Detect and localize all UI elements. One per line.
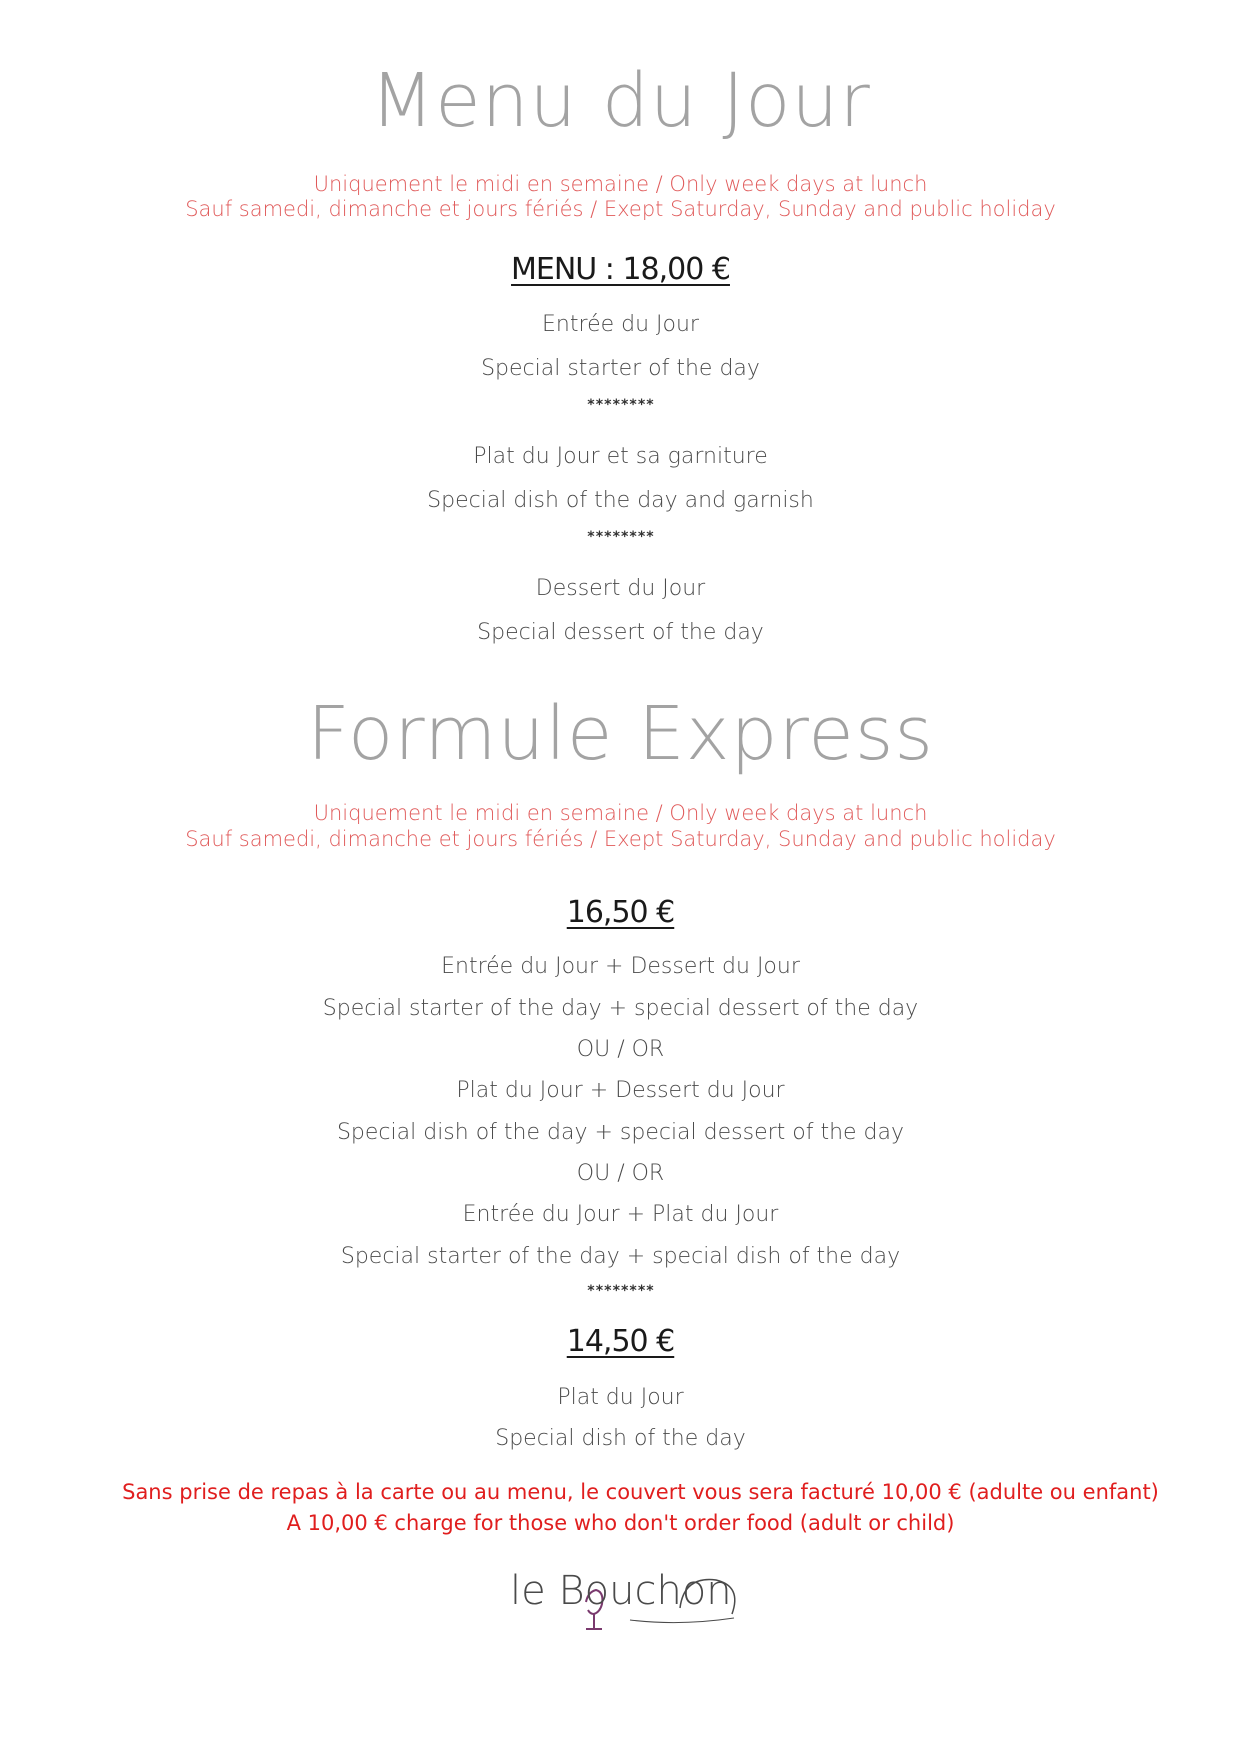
- menu-item: Entrée du Jour: [542, 312, 699, 337]
- menu-item: Special dish of the day and garnish: [427, 488, 814, 513]
- menu-item: Special starter of the day: [481, 356, 760, 381]
- formule-option: Special starter of the day + special dish of the day: [340, 1244, 901, 1269]
- separator: ********: [586, 397, 655, 413]
- logo-text: le Bouchon: [510, 1568, 732, 1614]
- cover-charge-note-en: A 10,00 € charge for those who don't order food (adult or child): [286, 1511, 955, 1535]
- formule-or: OU / OR: [576, 1037, 665, 1062]
- menu-du-jour-price: MENU : 18,00 €: [511, 252, 730, 287]
- formule-option: Plat du Jour + Dessert du Jour: [456, 1078, 785, 1103]
- cover-charge-note-fr: Sans prise de repas à la carte ou au menu, le couvert vous sera facturé 10,00 € (adulte ou enfant): [122, 1480, 1159, 1504]
- formule-express-price-2: 14,50 €: [566, 1324, 675, 1359]
- formule-option: Special starter of the day + special dessert of the day: [322, 996, 919, 1021]
- formule-single-item: Plat du Jour: [557, 1385, 684, 1410]
- formule-option: Special dish of the day + special dessert of the day: [336, 1120, 905, 1145]
- separator: ********: [586, 1283, 655, 1299]
- menu-du-jour-title: Menu du Jour: [370, 58, 871, 144]
- menu-du-jour-note-1: Uniquement le midi en semaine / Only week days at lunch: [313, 172, 928, 196]
- menu-item: Plat du Jour et sa garniture: [473, 444, 768, 469]
- formule-express-note-1: Uniquement le midi en semaine / Only week days at lunch: [313, 801, 928, 825]
- formule-express-note-2: Sauf samedi, dimanche et jours fériés / Exept Saturday, Sunday and public holiday: [185, 827, 1056, 851]
- menu-du-jour-note-2: Sauf samedi, dimanche et jours fériés / Exept Saturday, Sunday and public holiday: [185, 197, 1056, 221]
- formule-or: OU / OR: [576, 1161, 665, 1186]
- menu-item: Special dessert of the day: [477, 620, 764, 645]
- formule-option: Entrée du Jour + Dessert du Jour: [441, 954, 800, 979]
- formule-single-item: Special dish of the day: [495, 1426, 746, 1451]
- formule-express-title: Formule Express: [307, 691, 934, 777]
- formule-option: Entrée du Jour + Plat du Jour: [462, 1202, 779, 1227]
- le-bouchon-logo: [510, 1562, 750, 1638]
- separator: ********: [586, 529, 655, 545]
- menu-item: Dessert du Jour: [535, 576, 706, 601]
- formule-express-price-1: 16,50 €: [566, 895, 675, 930]
